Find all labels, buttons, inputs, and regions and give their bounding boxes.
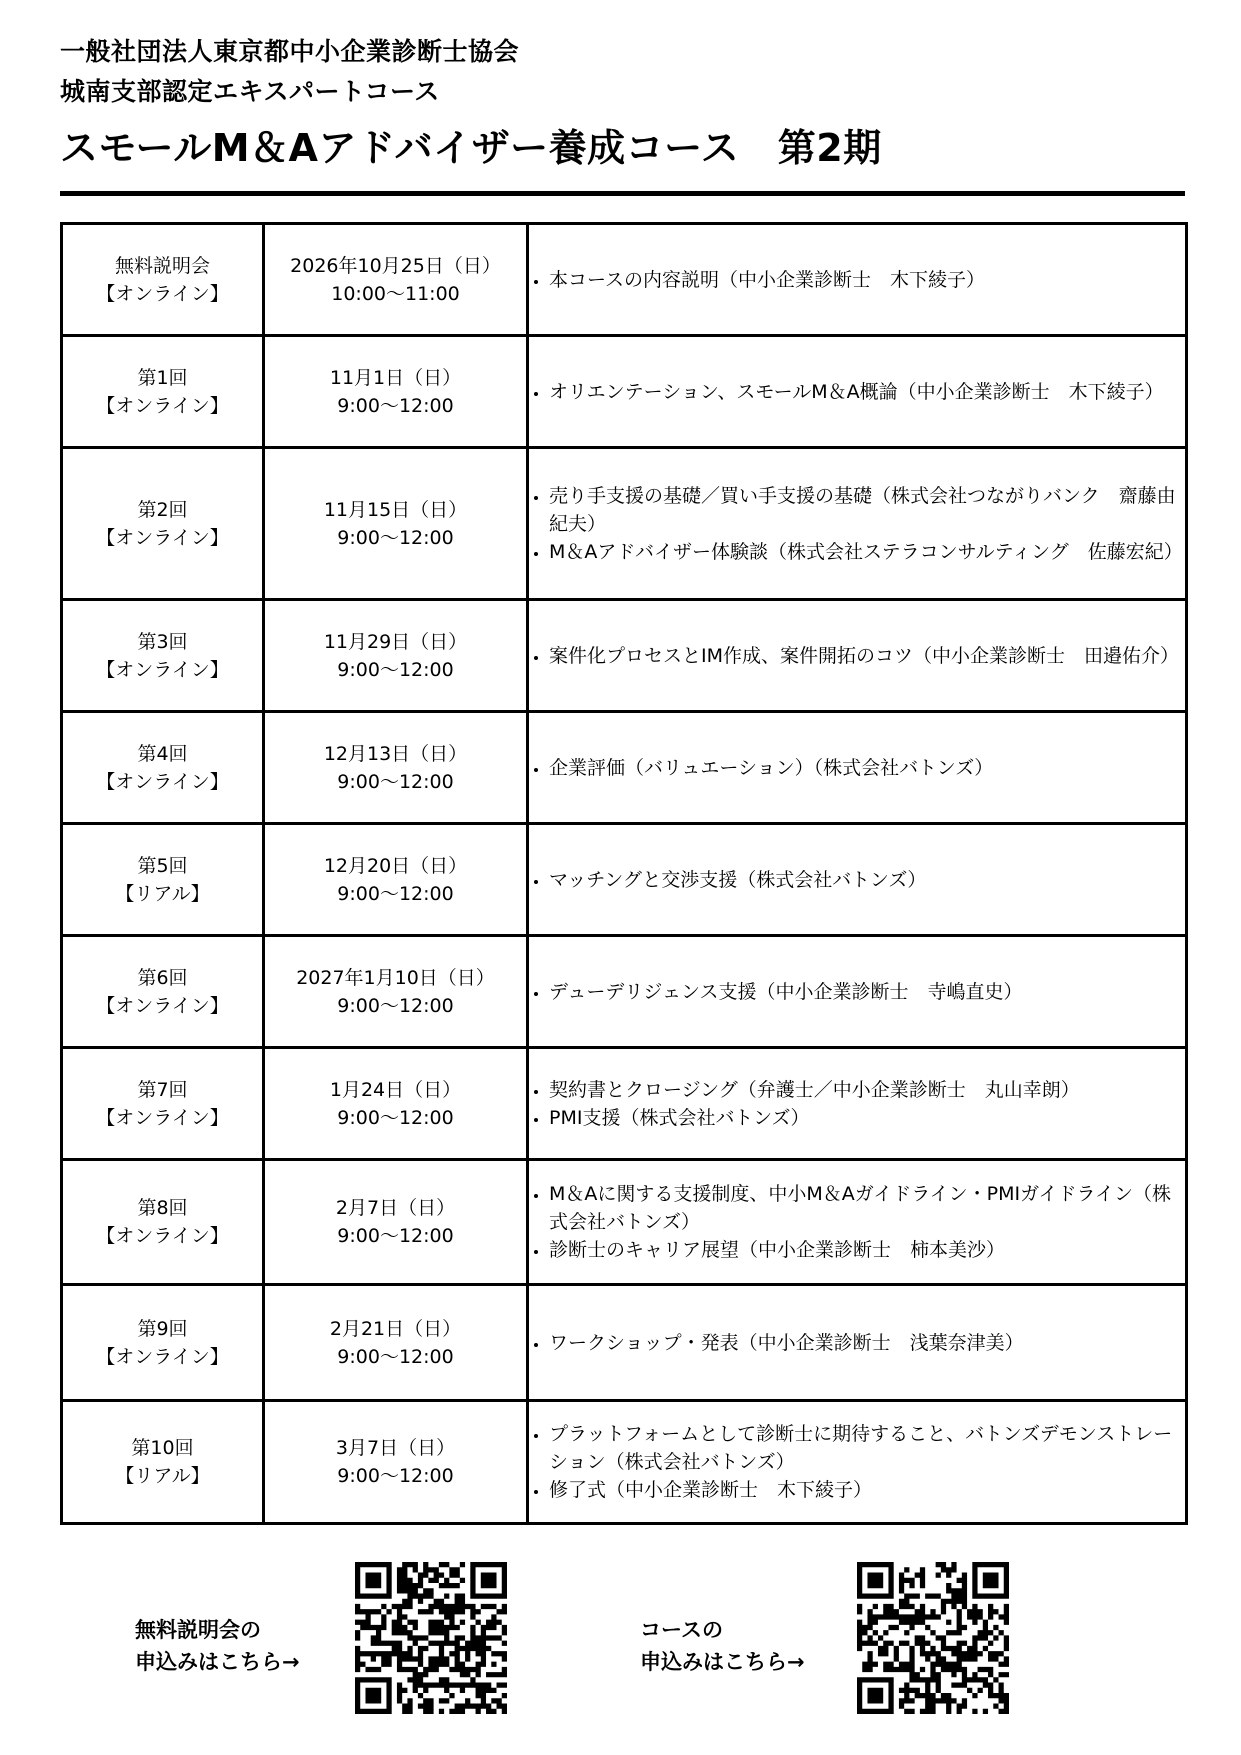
content-cell — [528, 1048, 1187, 1160]
document-header — [60, 32, 1185, 172]
session-cell — [62, 1160, 264, 1285]
session-time: 10:00〜11:00 — [331, 282, 460, 305]
session-time: 9:00〜12:00 — [337, 394, 454, 417]
session-date: 2月7日（日） — [335, 1197, 456, 1219]
session-cell — [62, 224, 264, 336]
session-cell — [62, 1285, 264, 1401]
schedule-row — [62, 1285, 1187, 1401]
content-cell — [528, 224, 1187, 336]
date-cell — [264, 1048, 528, 1160]
session-name: 第7回 — [137, 1078, 188, 1101]
schedule-row — [62, 936, 1187, 1048]
briefing-signup-line1: 無料説明会の — [135, 1618, 261, 1642]
content-list — [529, 1180, 1185, 1264]
session-time: 9:00〜12:00 — [337, 1345, 454, 1368]
content-list — [529, 378, 1185, 406]
schedule-row — [62, 712, 1187, 824]
date-cell — [264, 224, 528, 336]
content-item: • M＆Aアドバイザー体験談（株式会社ステラコンサルティング 佐藤宏紀） — [549, 538, 1185, 566]
content-list — [529, 1329, 1185, 1357]
header-divider — [60, 191, 1185, 196]
content-list — [529, 866, 1185, 894]
course-signup — [565, 1562, 1085, 1722]
date-cell — [264, 936, 528, 1048]
content-item: • オリエンテーション、スモールM＆A概論（中小企業診断士 木下綾子） — [549, 378, 1185, 406]
session-format: 【オンライン】 — [96, 1345, 229, 1368]
session-date: 3月7日（日） — [335, 1437, 456, 1459]
content-item: • 修了式（中小企業診断士 木下綾子） — [549, 1476, 1185, 1504]
schedule-row — [62, 1401, 1187, 1524]
content-cell — [528, 600, 1187, 712]
content-item: • デューデリジェンス支援（中小企業診断士 寺嶋直史） — [549, 978, 1185, 1006]
briefing-signup — [60, 1562, 580, 1722]
date-cell — [264, 1160, 528, 1285]
content-item: • マッチングと交渉支援（株式会社バトンズ） — [549, 866, 1185, 894]
content-list — [529, 978, 1185, 1006]
content-cell — [528, 336, 1187, 448]
session-format: 【オンライン】 — [96, 994, 229, 1017]
content-cell — [528, 936, 1187, 1048]
content-cell — [528, 448, 1187, 600]
schedule-row — [62, 1048, 1187, 1160]
content-cell — [528, 1285, 1187, 1401]
course-signup-line1: コースの — [640, 1618, 723, 1642]
session-date: 11月1日（日） — [329, 366, 462, 389]
content-item: • M＆Aに関する支援制度、中小M＆Aガイドライン・PMIガイドライン（株式会社バトンズ） — [549, 1180, 1185, 1236]
session-name: 第3回 — [137, 630, 188, 653]
content-item: • 売り手支援の基礎／買い手支援の基礎（株式会社つながりバンク 齋藤由紀夫） — [549, 482, 1185, 538]
content-list — [529, 1076, 1185, 1132]
session-date: 11月15日（日） — [323, 498, 468, 521]
date-cell — [264, 1401, 528, 1524]
qr-code-icon[interactable] — [857, 1562, 1009, 1714]
date-cell — [264, 712, 528, 824]
content-item: • プラットフォームとして診断士に期待すること、バトンズデモンストレーション（株式会社バトンズ） — [549, 1420, 1185, 1476]
content-item: • ワークショップ・発表（中小企業診断士 浅葉奈津美） — [549, 1329, 1185, 1357]
content-item: • PMI支援（株式会社バトンズ） — [549, 1104, 1185, 1132]
course-signup-label — [640, 1614, 805, 1678]
schedule-row — [62, 336, 1187, 448]
session-cell — [62, 1048, 264, 1160]
session-cell — [62, 336, 264, 448]
date-cell — [264, 336, 528, 448]
session-format: 【オンライン】 — [96, 1106, 229, 1129]
session-name: 無料説明会 — [114, 254, 210, 277]
schedule-row — [62, 824, 1187, 936]
session-date: 12月13日（日） — [323, 742, 468, 765]
qr-code-icon[interactable] — [355, 1562, 507, 1714]
schedule-row — [62, 1160, 1187, 1285]
session-name: 第9回 — [137, 1317, 188, 1340]
content-list — [529, 642, 1185, 670]
session-name: 第10回 — [131, 1437, 194, 1459]
content-item: • 企業評価（バリュエーション）（株式会社バトンズ） — [549, 754, 1185, 782]
session-name: 第8回 — [137, 1197, 188, 1219]
briefing-signup-line2: 申込みはこちら→ — [135, 1650, 300, 1674]
content-list — [529, 1420, 1185, 1504]
session-cell — [62, 448, 264, 600]
content-cell — [528, 824, 1187, 936]
content-list — [529, 482, 1185, 566]
session-time: 9:00〜12:00 — [337, 1106, 454, 1129]
session-name: 第2回 — [137, 498, 188, 521]
schedule-row — [62, 224, 1187, 336]
session-format: 【オンライン】 — [96, 282, 229, 305]
session-name: 第5回 — [137, 854, 188, 877]
session-date: 2026年10月25日（日） — [290, 254, 501, 277]
session-time: 9:00〜12:00 — [337, 882, 454, 905]
session-format: 【リアル】 — [115, 1465, 210, 1487]
session-date: 12月20日（日） — [323, 854, 468, 877]
session-format: 【オンライン】 — [96, 526, 229, 549]
content-item: • 契約書とクロージング（弁護士／中小企業診断士 丸山幸朗） — [549, 1076, 1185, 1104]
session-name: 第4回 — [137, 742, 188, 765]
session-format: 【オンライン】 — [96, 394, 229, 417]
session-format: 【リアル】 — [115, 882, 210, 905]
session-time: 9:00〜12:00 — [337, 770, 454, 793]
session-time: 9:00〜12:00 — [337, 658, 454, 681]
content-item: • 案件化プロセスとIM作成、案件開拓のコツ（中小企業診断士 田邉佑介） — [549, 642, 1185, 670]
session-cell — [62, 824, 264, 936]
session-name: 第1回 — [137, 366, 188, 389]
session-time: 9:00〜12:00 — [337, 1225, 454, 1247]
content-item: • 診断士のキャリア展望（中小企業診断士 柿本美沙） — [549, 1236, 1185, 1264]
schedule-row — [62, 448, 1187, 600]
schedule-table — [60, 222, 1188, 1525]
session-time: 9:00〜12:00 — [337, 1465, 454, 1487]
session-cell — [62, 600, 264, 712]
content-list — [529, 266, 1185, 294]
session-cell — [62, 1401, 264, 1524]
session-date: 11月29日（日） — [323, 630, 468, 653]
organization-name: 一般社団法人東京都中小企業診断士協会 — [60, 37, 520, 66]
session-date: 2027年1月10日（日） — [296, 966, 495, 989]
schedule-row — [62, 600, 1187, 712]
session-format: 【オンライン】 — [96, 770, 229, 793]
course-signup-line2: 申込みはこちら→ — [640, 1650, 805, 1674]
session-time: 9:00〜12:00 — [337, 994, 454, 1017]
session-cell — [62, 936, 264, 1048]
content-cell — [528, 712, 1187, 824]
session-cell — [62, 712, 264, 824]
branch-course-name: 城南支部認定エキスパートコース — [60, 77, 440, 106]
session-date: 2月21日（日） — [329, 1317, 462, 1340]
date-cell — [264, 600, 528, 712]
briefing-signup-label — [135, 1614, 300, 1678]
content-cell — [528, 1160, 1187, 1285]
page-title: スモールM＆Aアドバイザー養成コース 第2期 — [60, 126, 882, 170]
content-cell — [528, 1401, 1187, 1524]
date-cell — [264, 448, 528, 600]
session-format: 【オンライン】 — [96, 1225, 229, 1247]
session-date: 1月24日（日） — [329, 1078, 462, 1101]
session-time: 9:00〜12:00 — [337, 526, 454, 549]
date-cell — [264, 824, 528, 936]
session-format: 【オンライン】 — [96, 658, 229, 681]
session-name: 第6回 — [137, 966, 188, 989]
content-item: • 本コースの内容説明（中小企業診断士 木下綾子） — [549, 266, 1185, 294]
content-list — [529, 754, 1185, 782]
date-cell — [264, 1285, 528, 1401]
